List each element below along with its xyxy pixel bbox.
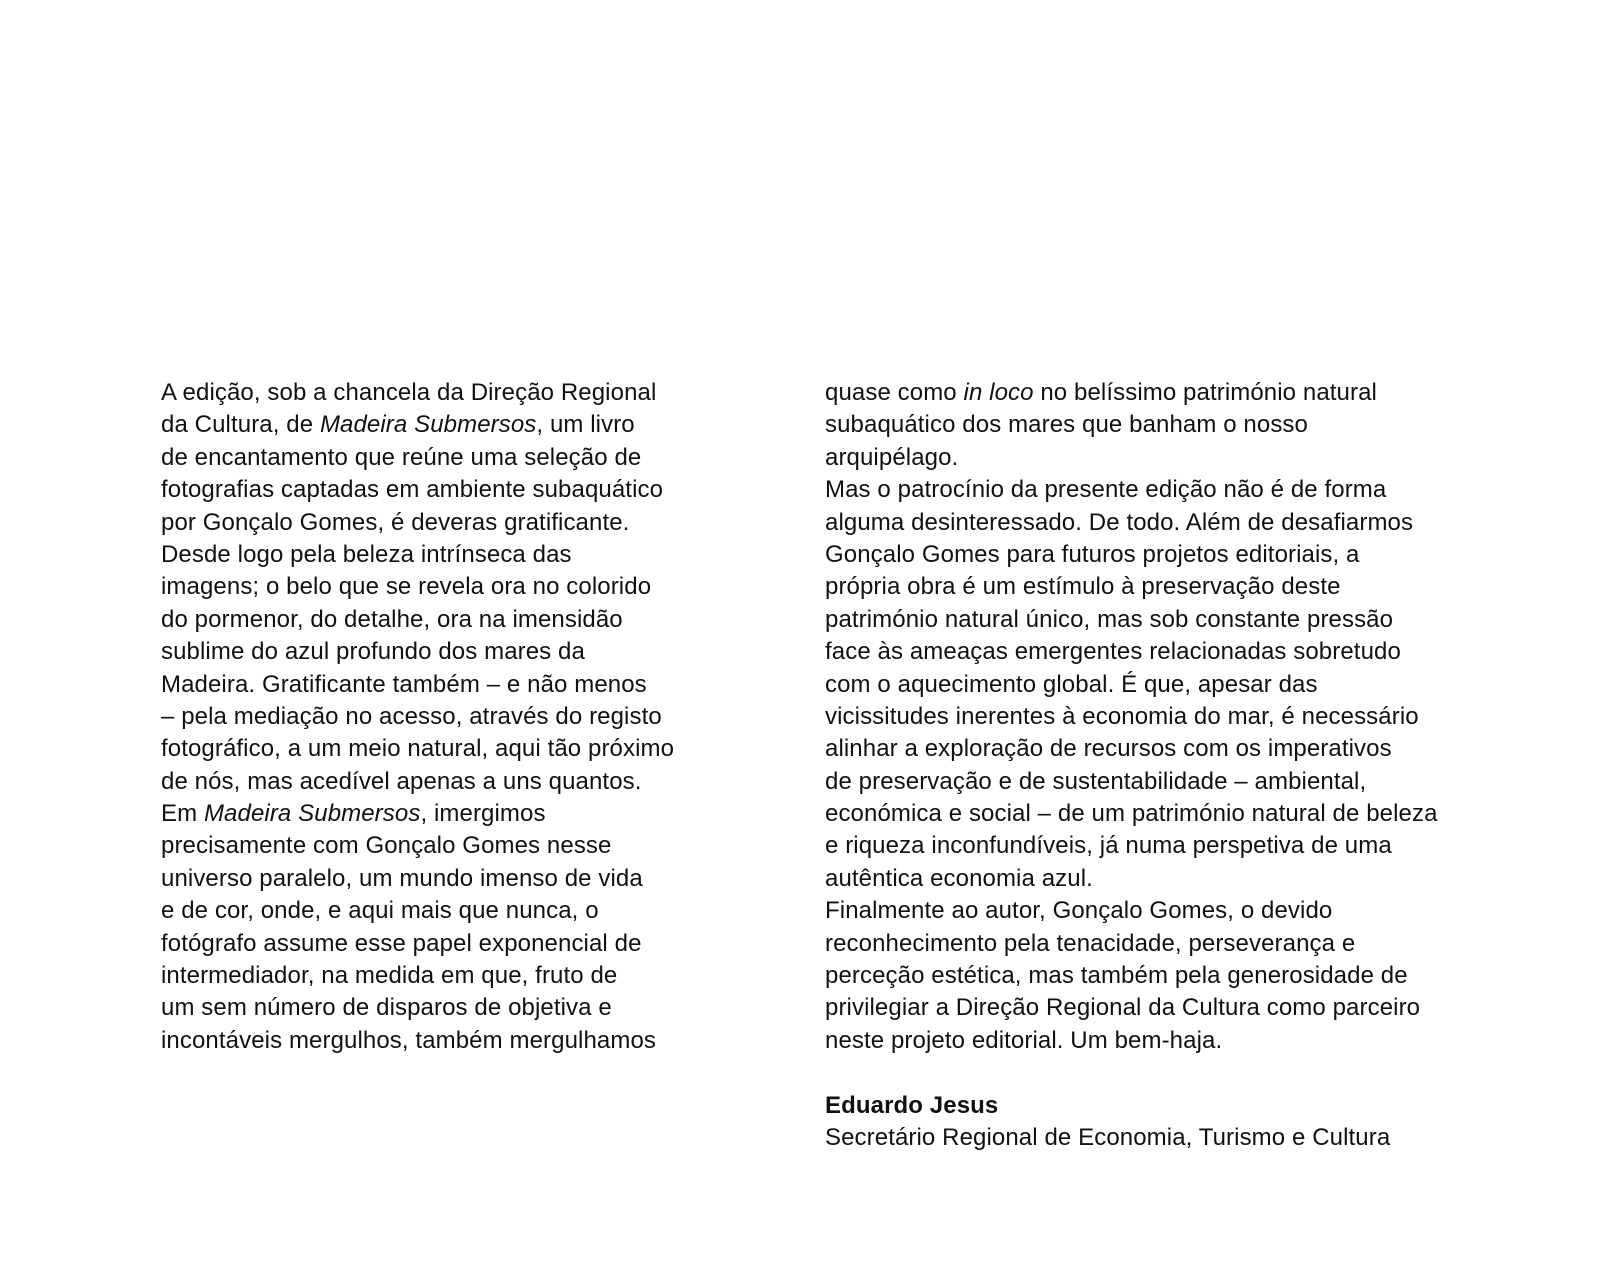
text-line [825,960,1545,992]
text-line [825,571,1545,603]
text-segment: alinhar a exploração de recursos com os imperativos [825,735,1392,763]
text-segment: económica e social – de um património natural de beleza [825,800,1438,828]
text-line [161,539,761,571]
text-segment: reconhecimento pela tenacidade, perseverança e [825,929,1356,957]
text-segment: Desde logo pela beleza intrínseca das [161,540,572,568]
text-line [161,701,761,733]
text-segment: de encantamento que reúne uma seleção de [161,443,642,471]
text-line [825,442,1545,474]
text-line [161,830,761,862]
text-line [825,377,1545,409]
text-line [825,669,1545,701]
text-line [161,863,761,895]
text-segment: – pela mediação no acesso, através do registo [161,702,662,730]
text-segment: de preservação e de sustentabilidade – ambiental, [825,767,1367,795]
text-segment: no belíssimo património natural [1033,379,1377,406]
text-line [161,442,761,474]
text-segment: própria obra é um estímulo à preservação deste [825,573,1341,601]
text-segment: incontáveis mergulhos, também mergulhamos [161,1026,656,1054]
text-segment: alguma desinteressado. De todo. Além de desafiarmos [825,508,1414,536]
text-line [161,766,761,798]
text-segment: com o aquecimento global. É que, apesar das [825,670,1318,698]
text-line [825,928,1545,960]
text-line [825,798,1545,830]
text-line [825,992,1545,1024]
text-line [161,992,761,1024]
text-segment: A edição, sob a chancela da Direção Regional [161,379,657,406]
text-segment: Secretário Regional de Economia, Turismo e Cultura [825,1123,1391,1151]
text-segment: privilegiar a Direção Regional da Cultura como parceiro [825,994,1421,1022]
signature-title [825,1122,1545,1154]
text-line [161,895,761,927]
text-segment: e de cor, onde, e aqui mais que nunca, o [161,897,599,925]
text-line [825,539,1545,571]
italic-text: Madeira Submersos [203,800,421,828]
text-segment: imagens; o belo que se revela ora no colorido [161,573,652,601]
text-line [161,669,761,701]
text-segment: arquipélago. [825,443,959,471]
text-segment: , um livro [536,411,635,439]
text-segment: Finalmente ao autor, Gonçalo Gomes, o devido [825,897,1333,925]
text-line [825,701,1545,733]
column-right [825,377,1545,1154]
text-line [161,604,761,636]
text-segment: e riqueza inconfundíveis, já numa perspetiva de uma [825,832,1392,860]
text-line [825,895,1545,927]
text-segment: subaquático dos mares que banham o nosso [825,411,1308,439]
text-segment: um sem número de disparos de objetiva e [161,994,612,1022]
text-line [161,928,761,960]
text-line [161,636,761,668]
text-line [161,733,761,765]
text-segment: autêntica economia azul. [825,864,1093,892]
text-line [161,798,761,830]
bold-text: Eduardo Jesus [825,1091,999,1119]
text-line [161,507,761,539]
text-segment: fotografias captadas em ambiente subaquático [161,476,664,504]
text-segment: neste projeto editorial. Um bem-haja. [825,1026,1223,1054]
text-segment: património natural único, mas sob constante pressão [825,605,1394,633]
text-segment: intermediador, na medida em que, fruto de [161,962,618,990]
text-segment: , imergimos [420,800,546,828]
text-segment: por Gonçalo Gomes, é deveras gratificante. [161,508,630,536]
text-line [161,474,761,506]
text-segment: Gonçalo Gomes para futuros projetos editoriais, a [825,540,1360,568]
text-line [161,409,761,441]
text-line [161,377,761,409]
text-line [161,1025,761,1057]
column-left [161,377,761,1057]
text-segment: Madeira. Gratificante também – e não menos [161,670,647,698]
text-segment: perceção estética, mas também pela generosidade de [825,962,1408,990]
text-line [825,733,1545,765]
text-line [825,474,1545,506]
spacer-line [825,1057,1545,1089]
text-line [825,863,1545,895]
italic-text: in loco [963,379,1034,406]
text-segment: de nós, mas acedível apenas a uns quantos. [161,767,642,795]
text-line [161,960,761,992]
text-segment: Mas o patrocínio da presente edição não é de forma [825,476,1387,504]
text-segment: fotográfico, a um meio natural, aqui tão próximo [161,735,675,763]
text-segment: do pormenor, do detalhe, ora na imensidão [161,605,623,633]
text-segment: Em [161,800,204,828]
text-line [161,571,761,603]
text-line [825,830,1545,862]
text-line [825,604,1545,636]
signature-name [825,1090,1545,1122]
text-segment: vicissitudes inerentes à economia do mar, é necessário [825,702,1419,730]
text-line [825,766,1545,798]
text-line [825,1025,1545,1057]
text-segment: fotógrafo assume esse papel exponencial de [161,929,642,957]
italic-text: Madeira Submersos [319,411,537,439]
text-segment: quase como [825,379,964,406]
text-line [825,636,1545,668]
text-segment: da Cultura, de [161,411,320,439]
text-line [825,409,1545,441]
text-segment: sublime do azul profundo dos mares da [161,638,585,666]
text-line [825,507,1545,539]
text-segment: universo paralelo, um mundo imenso de vida [161,864,643,892]
text-segment: face às ameaças emergentes relacionadas sobretudo [825,638,1401,666]
text-segment: precisamente com Gonçalo Gomes nesse [161,832,612,860]
